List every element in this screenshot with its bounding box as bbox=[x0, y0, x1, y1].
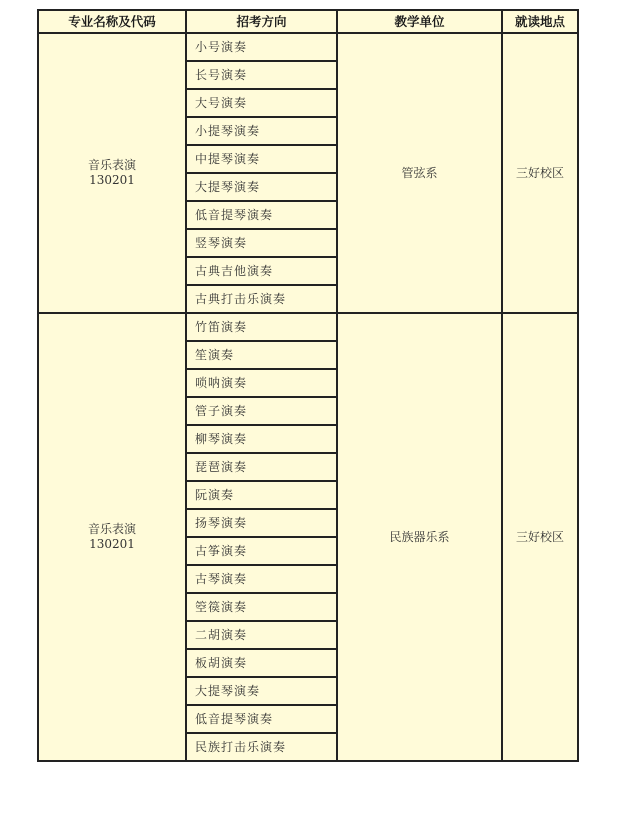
major-code: 130201 bbox=[89, 173, 135, 187]
direction-cell: 大号演奏 bbox=[186, 89, 337, 117]
direction-cell: 古典打击乐演奏 bbox=[186, 285, 337, 313]
direction-cell: 古筝演奏 bbox=[186, 537, 337, 565]
direction-cell: 管子演奏 bbox=[186, 397, 337, 425]
direction-cell: 竹笛演奏 bbox=[186, 313, 337, 341]
unit-cell: 管弦系 bbox=[337, 33, 502, 313]
campus-cell: 三好校区 bbox=[502, 33, 578, 313]
major-name: 音乐表演 bbox=[87, 522, 136, 536]
major-cell bbox=[38, 313, 186, 761]
direction-cell: 竖琴演奏 bbox=[186, 229, 337, 257]
direction-cell: 低音提琴演奏 bbox=[186, 201, 337, 229]
header-major: 专业名称及代码 bbox=[38, 10, 186, 33]
major-code: 130201 bbox=[89, 537, 135, 551]
direction-cell: 中提琴演奏 bbox=[186, 145, 337, 173]
header-direction: 招考方向 bbox=[186, 10, 337, 33]
direction-cell: 扬琴演奏 bbox=[186, 509, 337, 537]
direction-cell: 低音提琴演奏 bbox=[186, 705, 337, 733]
direction-cell: 阮演奏 bbox=[186, 481, 337, 509]
direction-cell: 古琴演奏 bbox=[186, 565, 337, 593]
header-unit: 教学单位 bbox=[337, 10, 502, 33]
major-name: 音乐表演 bbox=[87, 158, 136, 172]
header-campus: 就读地点 bbox=[502, 10, 578, 33]
direction-cell: 长号演奏 bbox=[186, 61, 337, 89]
major-cell bbox=[38, 33, 186, 313]
direction-cell: 笙演奏 bbox=[186, 341, 337, 369]
direction-cell: 唢呐演奏 bbox=[186, 369, 337, 397]
unit-cell: 民族器乐系 bbox=[337, 313, 502, 761]
direction-cell: 民族打击乐演奏 bbox=[186, 733, 337, 761]
direction-cell: 大提琴演奏 bbox=[186, 677, 337, 705]
direction-cell: 大提琴演奏 bbox=[186, 173, 337, 201]
table-row bbox=[38, 313, 578, 341]
direction-cell: 柳琴演奏 bbox=[186, 425, 337, 453]
direction-cell: 小号演奏 bbox=[186, 33, 337, 61]
direction-cell: 古典吉他演奏 bbox=[186, 257, 337, 285]
campus-cell: 三好校区 bbox=[502, 313, 578, 761]
direction-cell: 琵琶演奏 bbox=[186, 453, 337, 481]
header-row bbox=[38, 10, 578, 33]
table-body bbox=[38, 33, 578, 761]
direction-cell: 二胡演奏 bbox=[186, 621, 337, 649]
direction-cell: 小提琴演奏 bbox=[186, 117, 337, 145]
direction-cell: 板胡演奏 bbox=[186, 649, 337, 677]
admission-table bbox=[37, 9, 579, 762]
table-row bbox=[38, 33, 578, 61]
direction-cell: 箜篌演奏 bbox=[186, 593, 337, 621]
